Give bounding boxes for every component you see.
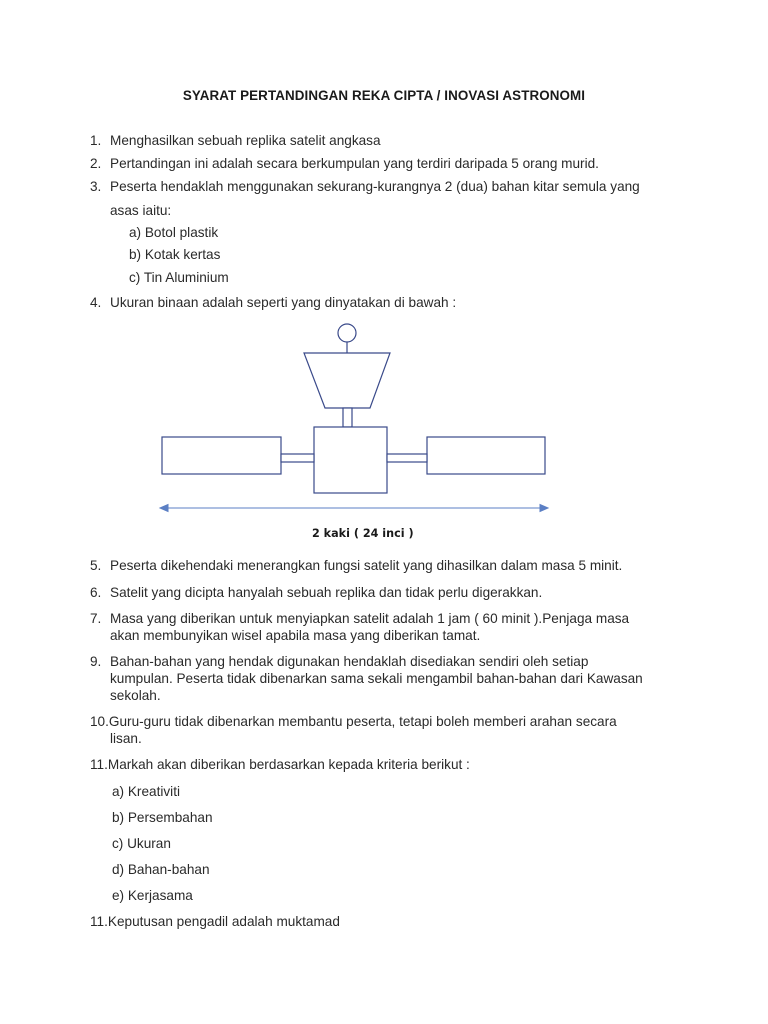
item-text: Peserta hendaklah menggunakan sekurang-kurangnya 2 (dua) bahan kitar semula yang <box>110 179 640 194</box>
list-item <box>90 912 340 931</box>
material-option: a) Botol plastik <box>129 225 219 240</box>
item-number: 7. <box>90 611 102 626</box>
item-text: Menghasilkan sebuah replika satelit angkasa <box>110 133 381 148</box>
document-title: SYARAT PERTANDINGAN REKA CIPTA / INOVASI ASTRONOMI <box>182 88 586 103</box>
material-option: c) Tin Aluminium <box>129 270 229 285</box>
item-text: Masa yang diberikan untuk menyiapkan satelit adalah 1 jam ( 60 minit ).Penjaga masa <box>110 611 630 626</box>
item-text: Ukuran binaan adalah seperti yang dinyatakan di bawah : <box>110 295 457 310</box>
arrow-right-icon <box>540 505 548 512</box>
item-number: 11. <box>90 914 108 929</box>
item-number: 10. <box>90 714 109 729</box>
item-text-continued: sekolah. <box>110 688 161 703</box>
item-number: 3. <box>90 179 102 194</box>
criteria-option: d) Bahan-bahan <box>112 862 210 877</box>
satellite-body <box>314 427 387 493</box>
list-item <box>90 712 617 731</box>
antenna-neck <box>343 408 352 427</box>
criteria-option: c) Ukuran <box>112 836 171 851</box>
satellite-diagram <box>0 320 768 530</box>
right-panel-strut <box>387 454 427 462</box>
item-text: Bahan-bahan yang hendak digunakan hendaklah disediakan sendiri oleh setiap <box>110 654 589 669</box>
item-text: Guru-guru tidak dibenarkan membantu peserta, tetapi boleh memberi arahan secara <box>108 714 617 729</box>
item-number: 5. <box>90 558 102 573</box>
antenna-dish-icon <box>338 324 356 342</box>
diagram-caption: 2 kaki ( 24 inci ) <box>312 527 414 540</box>
item-text-continued: lisan. <box>110 731 142 746</box>
arrow-left-icon <box>160 505 168 512</box>
item-number: 9. <box>90 654 102 669</box>
item-number: 1. <box>90 133 102 148</box>
item-number: 11. <box>90 757 108 772</box>
item-text: Peserta dikehendaki menerangkan fungsi satelit yang dihasilkan dalam masa 5 minit. <box>110 558 623 573</box>
left-solar-panel <box>162 437 281 474</box>
item-number: 4. <box>90 295 102 310</box>
item-text-continued: kumpulan. Peserta tidak dibenarkan sama sekali mengambil bahan-bahan dari Kawasan <box>110 671 643 686</box>
item-text: Markah akan diberikan berdasarkan kepada kriteria berikut : <box>107 757 470 772</box>
material-option: b) Kotak kertas <box>129 247 221 262</box>
item-text-continued: akan membunyikan wisel apabila masa yang diberikan tamat. <box>110 628 481 643</box>
item-number: 2. <box>90 156 102 171</box>
item-text: Keputusan pengadil adalah muktamad <box>107 914 340 929</box>
antenna-cone <box>304 353 390 408</box>
left-panel-strut <box>281 454 314 462</box>
item-text: Pertandingan ini adalah secara berkumpulan yang terdiri daripada 5 orang murid. <box>110 156 599 171</box>
item-number: 6. <box>90 585 102 600</box>
criteria-option: a) Kreativiti <box>112 784 180 799</box>
right-solar-panel <box>427 437 545 474</box>
criteria-option: b) Persembahan <box>112 810 213 825</box>
item-text-continued: asas iaitu: <box>110 203 172 218</box>
list-item <box>90 755 470 774</box>
item-text: Satelit yang dicipta hanyalah sebuah replika dan tidak perlu digerakkan. <box>110 585 543 600</box>
criteria-option: e) Kerjasama <box>112 888 193 903</box>
